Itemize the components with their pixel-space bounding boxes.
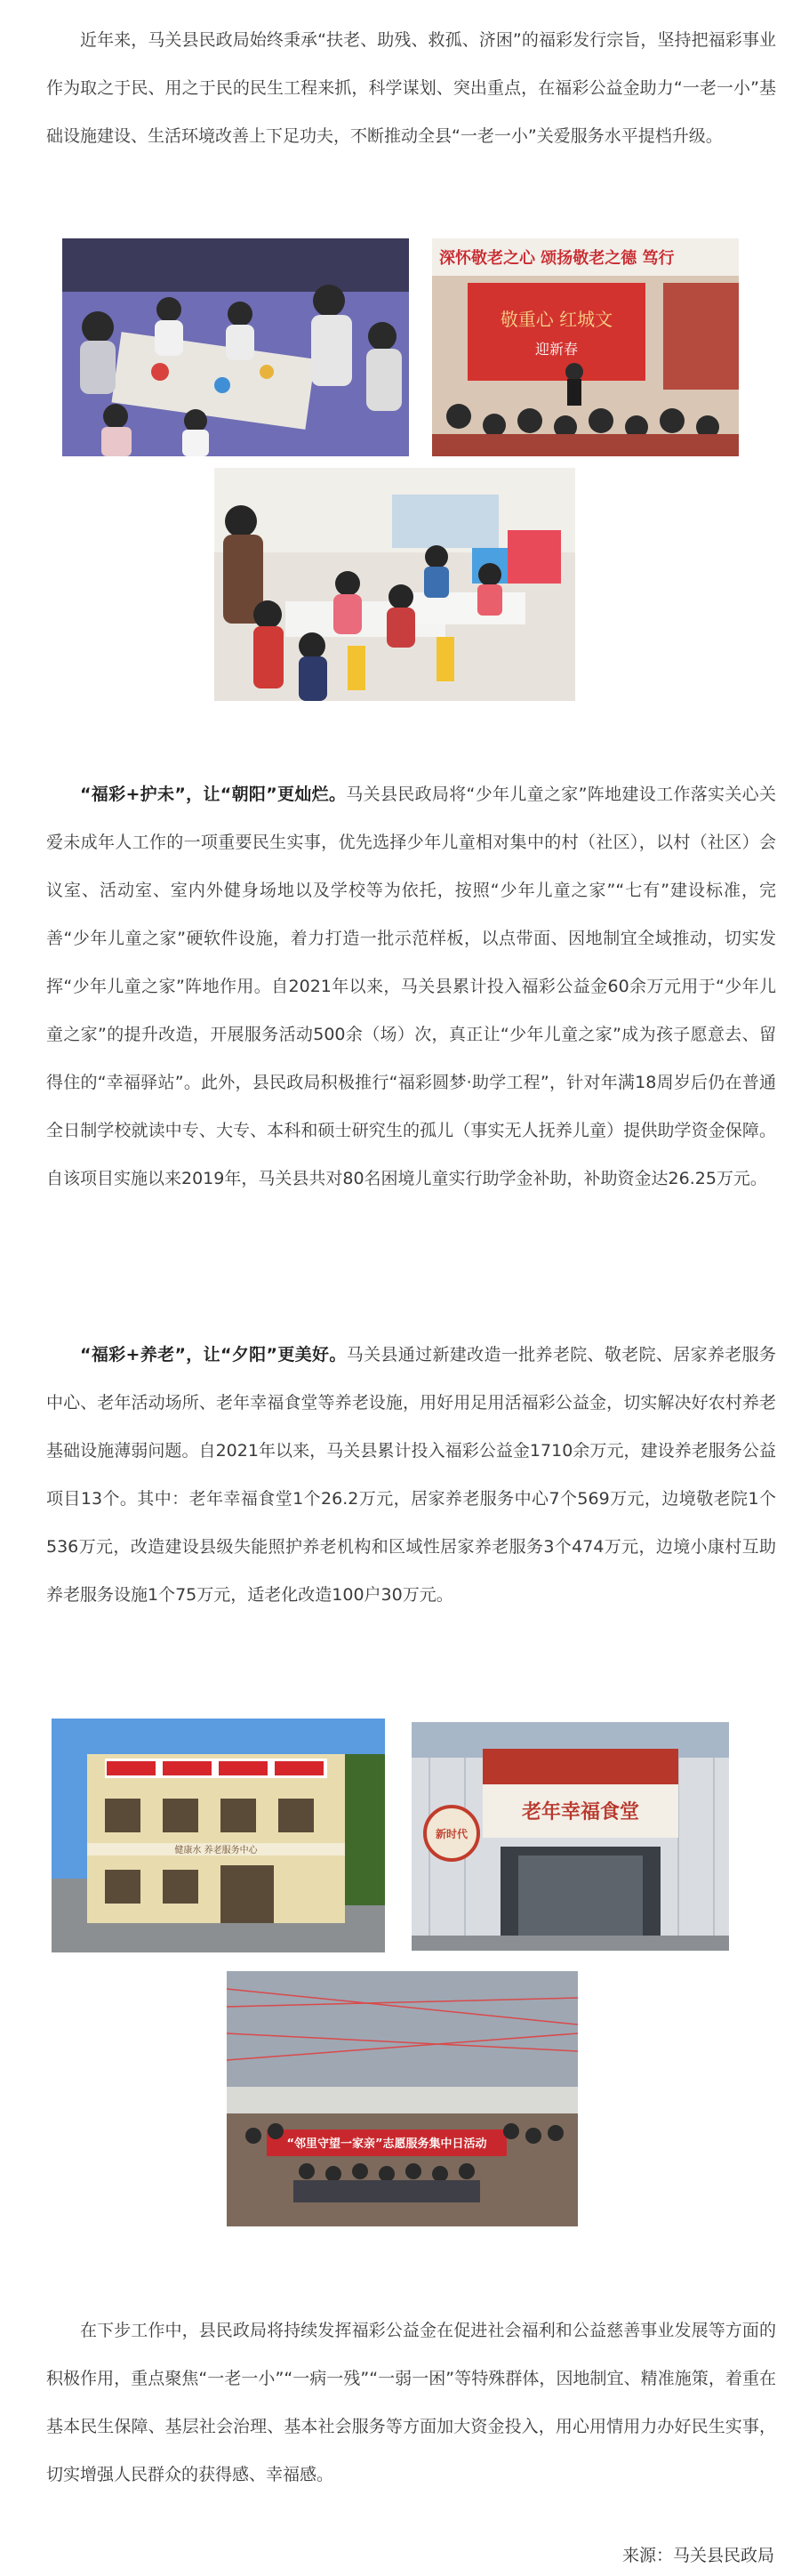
photo-elderly-service-center	[52, 1719, 385, 1952]
elderly-lead: “福彩+养老”，让“夕阳”更美好。	[80, 1345, 347, 1364]
photo-stage-event	[432, 238, 739, 456]
canteen-sign: 老年幸福食堂	[521, 1800, 640, 1823]
intro-paragraph: 近年来，马关县民政局始终秉承“扶老、助残、救孤、济困”的福彩发行宗旨，坚持把福彩事业作为取之于民、用之于民的民生工程来抓，科学谋划、突出重点，在福彩公益金助力“一老一小”基础设施建设、生活环境改善上下足功夫，不断推动全县“一老一小”关爱服务水平提档升级。	[46, 30, 776, 146]
photo-elderly-canteen	[412, 1722, 729, 1951]
photo-volunteer-group	[227, 1971, 578, 2226]
photo-children-drawing	[62, 238, 409, 456]
children-lead: “福彩+护未”，让“朝阳”更灿烂。	[80, 785, 347, 804]
children-body: 马关县民政局将“少年儿童之家”阵地建设工作落实关心关爱未成年人工作的一项重要民生实事，优先选择少年儿童相对集中的村（社区），以村（社区）会议室、活动室、室内外健身场地以及学校等为依托，按照“少年儿童之家”“七有”建设标准，完善“少年儿童之家”硬软件设施，着力打造一批示范样板，以点带面、因地制宜全域推动，切实发挥“少年儿童之家”阵地作用。自2021年以来，马关县累计投入福彩公益金60余万元用于“少年儿童之家”的提升改造，开展服务活动500余（场）次，真正让“少年儿童之家”成为孩子愿意去、留得住的“幸福驿站”。此外，县民政局积极推行“福彩圆梦·助学工程”，针对年满18周岁后仍在普通全日制学校就读中专、大专、本科和硕士研究生的孤儿（事实无人抚养儿童）提供助学资金保障。自该项目实施以来2019年，马关县共对80名困境儿童实行助学金补助，补助资金达26.25万元。	[46, 785, 776, 1188]
event-banner-text: 深怀敬老之心 颂扬敬老之德 笃行	[439, 249, 675, 268]
volunteer-banner-text: “邻里守望一家亲”志愿服务集中日活动	[286, 2137, 487, 2151]
badge-text: 新时代	[435, 1828, 469, 1840]
stage-sub-text: 迎新春	[534, 341, 579, 358]
source-credit: 来源：马关县民政局	[621, 2546, 774, 2565]
elderly-body: 马关县通过新建改造一批养老院、敬老院、居家养老服务中心、老年活动场所、老年幸福食堂等养老设施，用好用足用活福彩公益金，切实解决好农村养老基础设施薄弱问题。自2021年以来，马关县累计投入福彩公益金1710余万元，建设养老服务公益项目13个。其中：老年幸福食堂1个26.2万元，居家养老服务中心7个569万元，边境敬老院1个536万元，改造建设县级失能照护养老机构和区域性居家养老服务3个474万元，边境小康村互助养老服务设施1个75万元，适老化改造100户30万元。	[46, 1345, 776, 1605]
photo-children-classroom	[214, 468, 575, 701]
service-center-sign: 健康水 养老服务中心	[174, 1846, 258, 1856]
children-paragraph	[46, 770, 776, 1203]
elderly-paragraph	[46, 1331, 776, 1619]
stage-title-text: 敬重心 红城文	[500, 309, 613, 330]
closing-paragraph: 在下步工作中，县民政局将持续发挥福彩公益金在促进社会福利和公益慈善事业发展等方面的积极作用，重点聚焦“一老一小”“一病一残”“一弱一困”等特殊群体，因地制宜、精准施策，着重在基本民生保障、基层社会治理、基本社会服务等方面加大资金投入，用心用情用力办好民生实事，切实增强人民群众的获得感、幸福感。	[46, 2321, 776, 2484]
